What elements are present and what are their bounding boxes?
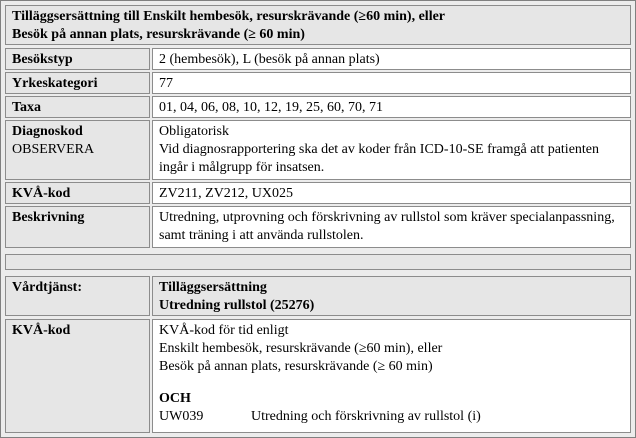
header-line-2: Besök på annan plats, resurskrävande (≥ 60 min) xyxy=(12,27,305,42)
diagnoskod-observera: OBSERVERA xyxy=(12,142,95,157)
value-yrkeskategori: 77 xyxy=(152,72,631,94)
value-kva-block xyxy=(152,319,631,433)
beskrivning-text: Utredning, utprovning och förskrivning av rullstol som kräver specialanpassning, samt träning i att använda rullstolen. xyxy=(159,210,615,243)
label-yrkeskategori: Yrkeskategori xyxy=(5,72,150,94)
kva-block-code-row xyxy=(159,408,624,426)
diagnoskod-obligatorisk: Obligatorisk xyxy=(159,124,229,139)
kva-block-line-2: Enskilt hembesök, resurskrävande (≥60 min), eller xyxy=(159,341,443,356)
label-diagnoskod xyxy=(5,120,150,180)
vardtjanst-title-1: Tilläggsersättning xyxy=(159,280,267,295)
value-diagnoskod xyxy=(152,120,631,180)
label-vardtjanst: Vårdtjänst: xyxy=(5,276,150,316)
kva-block-och: OCH xyxy=(159,391,191,406)
value-vardtjanst xyxy=(152,276,631,316)
value-beskrivning xyxy=(152,206,631,248)
diagnoskod-label: Diagnoskod xyxy=(12,124,83,139)
kva-block-line-3: Besök på annan plats, resurskrävande (≥ 60 min) xyxy=(159,359,433,374)
label-taxa: Taxa xyxy=(5,96,150,118)
value-taxa: 01, 04, 06, 08, 10, 12, 19, 25, 60, 70, 71 xyxy=(152,96,631,118)
kva-block-line-1: KVÅ-kod för tid enligt xyxy=(159,323,289,338)
table-header xyxy=(5,5,631,45)
label-kva-block: KVÅ-kod xyxy=(5,319,150,433)
diagnoskod-text: Vid diagnosrapportering ska det av koder från ICD-10-SE framgå att patienten ingår i målgrupp för insatsen. xyxy=(159,142,600,175)
kva-block-code-desc: Utredning och förskrivning av rullstol (i) xyxy=(251,409,481,424)
kva-block-code: UW039 xyxy=(159,409,204,424)
spacer-row xyxy=(5,254,631,270)
vardtjanst-title-2: Utredning rullstol (25276) xyxy=(159,298,315,313)
header-line-1: Tilläggsersättning till Enskilt hembesök, resurskrävande (≥60 min), eller xyxy=(12,9,446,24)
value-kva-kod: ZV211, ZV212, UX025 xyxy=(152,182,631,204)
kva-block-gap xyxy=(159,376,624,390)
value-besokstyp: 2 (hembesök), L (besök på annan plats) xyxy=(152,48,631,70)
label-kva-kod: KVÅ-kod xyxy=(5,182,150,204)
label-besokstyp: Besökstyp xyxy=(5,48,150,70)
label-beskrivning: Beskrivning xyxy=(5,206,150,248)
